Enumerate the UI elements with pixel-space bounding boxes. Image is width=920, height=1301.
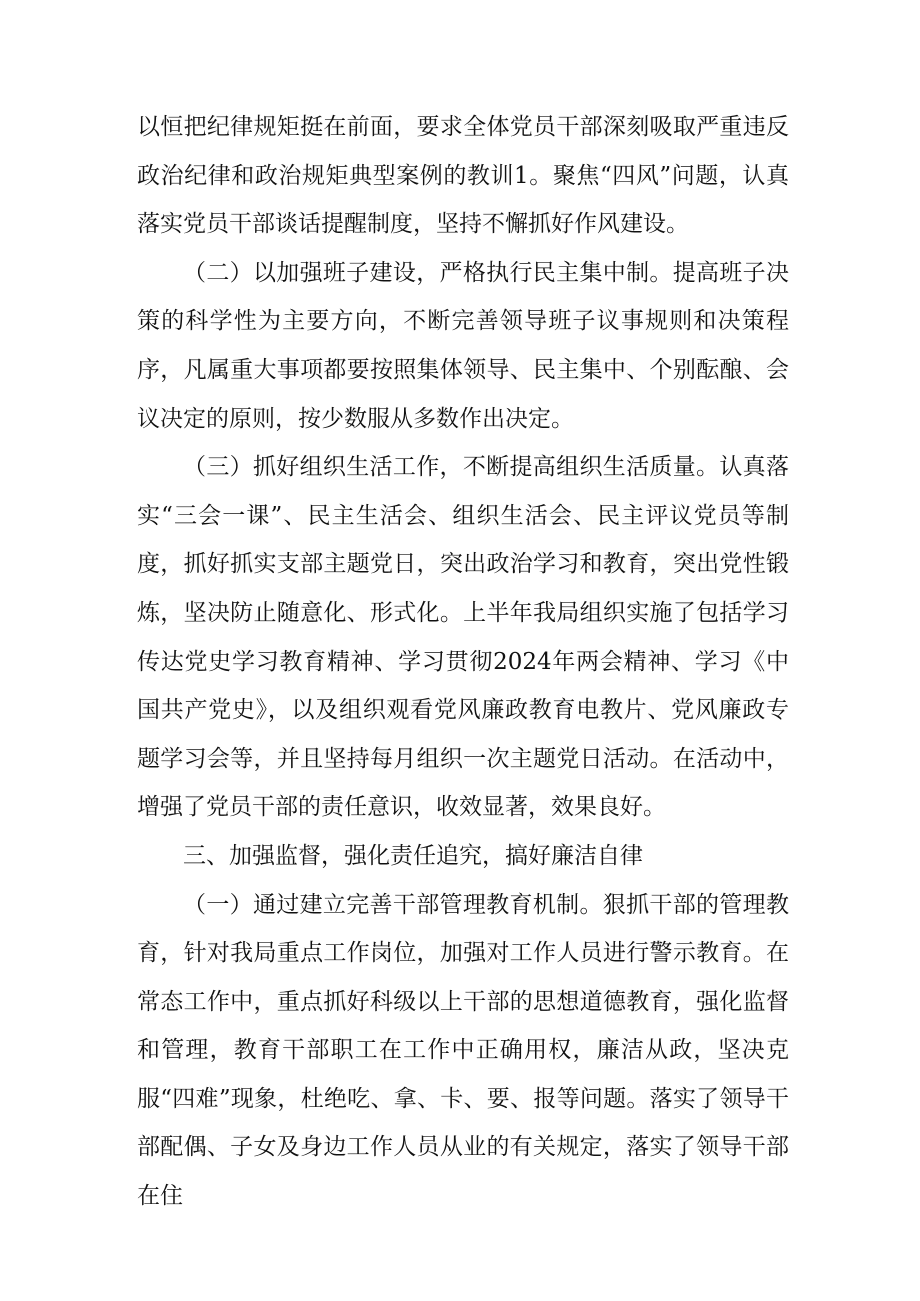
paragraph-cadre-management: （一）通过建立完善干部管理教育机制。狠抓干部的管理教育，针对我局重点工作岗位，加强对工作人员进行警示教育。在常态工作中，重点抓好科级以上干部的思想道德教育，强化监督和管理，教育干部职工在工作中正确用权，廉洁从政，坚决克服“四难”现象，杜绝吃、拿、卡、要、报等问题。落实了领导干部配偶、子女及身边工作人员从业的有关规定，落实了领导干部在住 (137, 891, 789, 1210)
paragraph-continuation: 以恒把纪律规矩挺在前面，要求全体党员干部深刻吸取严重违反政治纪律和政治规矩典型案例的教训1。聚焦“四风”问题，认真落实党员干部谈话提醒制度，坚持不懈抓好作风建设。 (137, 114, 789, 238)
document-body (137, 103, 789, 1221)
paragraph-team-building: （二）以加强班子建设，严格执行民主集中制。提高班子决策的科学性为主要方向，不断完善领导班子议事规则和决策程序，凡属重大事项都要按照集体领导、民主集中、个别酝酿、会议决定的原则，按少数服从多数作出决定。 (137, 259, 789, 432)
paragraph-organization-life: （三）抓好组织生活工作，不断提高组织生活质量。认真落实“三会一课”、民主生活会、组织生活会、民主评议党员等制度，抓好抓实支部主题党日，突出政治学习和教育，突出党性锻炼，坚决防止随意化、形式化。上半年我局组织实施了包括学习传达党史学习教育精神、学习贯彻2024年两会精神、学习《中国共产党史》，以及组织观看党风廉政教育电教片、党风廉政专题学习会等，并且坚持每月组织一次主题党日活动。在活动中，增强了党员干部的责任意识，收效显著，效果良好。 (137, 454, 789, 821)
section-heading-supervision: 三、加强监督，强化责任追究，搞好廉洁自律 (183, 842, 643, 869)
